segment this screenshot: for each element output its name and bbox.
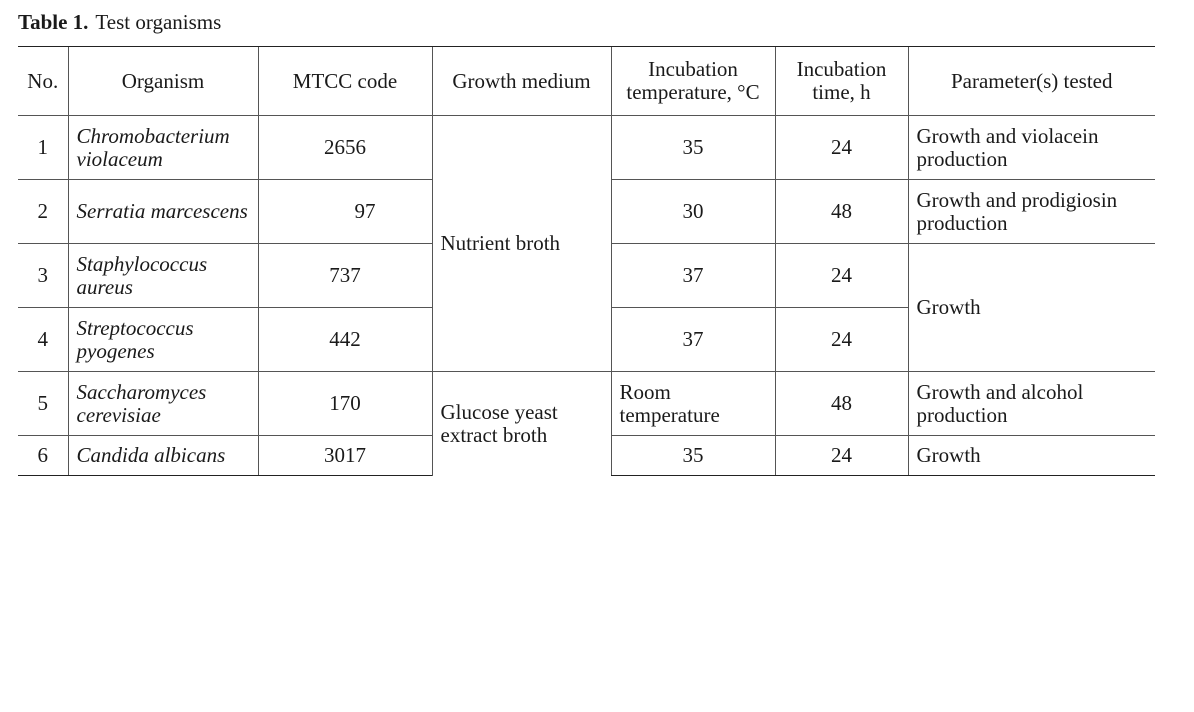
organism-name: Candida albicans [68,436,258,476]
incubation-time: 24 [775,116,908,180]
parameters-tested-merged: Growth [908,244,1155,372]
incubation-temperature: 37 [611,244,775,308]
growth-medium-glucose-broth: Glucose yeast extract broth [432,372,611,476]
parameters-tested: Growth and prodigiosin production [908,180,1155,244]
mtcc-code: 3017 [258,436,432,476]
incubation-temperature: 37 [611,308,775,372]
incubation-time: 24 [775,244,908,308]
incubation-temperature: 35 [611,436,775,476]
header-mtcc-code: MTCC code [258,47,432,116]
incubation-temperature: Room temperature [611,372,775,436]
row-number: 5 [18,372,68,436]
growth-medium-nutrient-broth: Nutrient broth [432,116,611,372]
table-number: Table 1. [18,10,89,34]
mtcc-code: 442 [258,308,432,372]
header-row [18,47,1155,116]
row-number: 4 [18,308,68,372]
table-title: Test organisms [95,10,222,34]
mtcc-code: 2656 [258,116,432,180]
parameters-tested: Growth and alcohol production [908,372,1155,436]
organism-name: Chromobacterium violaceum [68,116,258,180]
mtcc-code: 97 [258,180,432,244]
header-no: No. [18,47,68,116]
organism-name: Saccharomyces cerevisiae [68,372,258,436]
incubation-temperature: 35 [611,116,775,180]
incubation-time: 48 [775,180,908,244]
parameters-tested: Growth and violacein production [908,116,1155,180]
organism-name: Serratia marcescens [68,180,258,244]
header-incubation-temperature: Incubation temperature, °C [611,47,775,116]
organism-name: Streptococcus pyogenes [68,308,258,372]
table-row [18,372,1155,436]
mtcc-code: 170 [258,372,432,436]
incubation-temperature: 30 [611,180,775,244]
header-parameters-tested: Parameter(s) tested [908,47,1155,116]
incubation-time: 48 [775,372,908,436]
row-number: 6 [18,436,68,476]
parameters-tested: Growth [908,436,1155,476]
row-number: 1 [18,116,68,180]
organism-name: Staphylococcus aureus [68,244,258,308]
incubation-time: 24 [775,308,908,372]
table-caption [18,10,221,34]
incubation-time: 24 [775,436,908,476]
mtcc-code: 737 [258,244,432,308]
row-number: 2 [18,180,68,244]
table-row [18,116,1155,180]
row-number: 3 [18,244,68,308]
header-organism: Organism [68,47,258,116]
test-organisms-table [18,46,1155,476]
header-growth-medium: Growth medium [432,47,611,116]
header-incubation-time: Incubation time, h [775,47,908,116]
